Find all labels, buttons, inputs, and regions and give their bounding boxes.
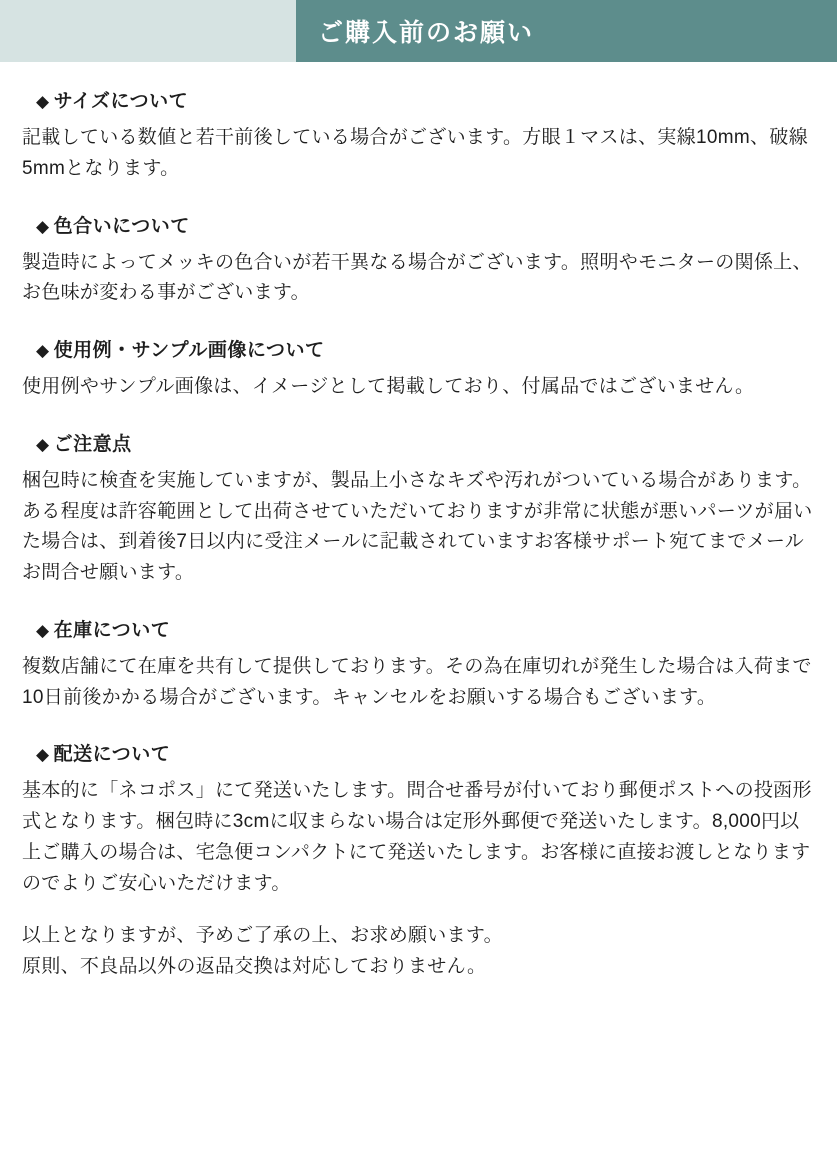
section-shipping-heading — [36, 739, 815, 766]
section-sample-image-body: 使用例やサンプル画像は、イメージとして掲載しており、付属品ではございません。 — [22, 376, 755, 398]
page-header — [0, 0, 837, 62]
diamond-icon: ◆ — [36, 745, 50, 765]
section-size-heading-label: サイズについて — [53, 91, 189, 112]
section-stock-heading — [36, 615, 815, 642]
header-accent-block — [0, 0, 296, 62]
closing-line-1: 以上となりますが、予めご了承の上、お求め願います。 — [22, 925, 503, 947]
diamond-icon: ◆ — [36, 434, 50, 454]
section-sample-image-heading — [36, 335, 815, 362]
section-color-body: 製造時によってメッキの色合いが若干異なる場合がございます。照明やモニターの関係上、お色味が変わる事がございます。 — [22, 251, 812, 304]
section-size — [22, 86, 815, 185]
section-shipping-body: 基本的に「ネコポス」にて発送いたします。問合せ番号が付いており郵便ポストへの投函形式となります。梱包時に3cmに収まらない場合は定形外郵便で発送いたします。8,000円以上ご購入の場合は、宅急便コンパクトにて発送いたします。お客様に直接お渡しとなりますのでよりご安心いただけます。 — [22, 780, 812, 894]
diamond-icon: ◆ — [36, 216, 50, 236]
section-color — [22, 211, 815, 310]
section-color-heading — [36, 211, 815, 238]
section-sample-image — [22, 335, 815, 403]
section-caution-heading-label: ご注意点 — [53, 433, 132, 455]
section-caution-heading — [36, 429, 815, 456]
section-caution — [22, 429, 815, 589]
section-stock — [22, 615, 815, 714]
diamond-icon: ◆ — [36, 620, 50, 640]
section-stock-heading-label: 在庫について — [53, 619, 171, 641]
notice-content — [0, 62, 837, 1013]
section-size-heading — [36, 86, 815, 113]
closing-note — [22, 921, 815, 983]
section-stock-body: 複数店舗にて在庫を共有して提供しております。その為在庫切れが発生した場合は入荷まで10日前後かかる場合がございます。キャンセルをお願いする場合もございます。 — [22, 655, 812, 708]
section-sample-image-heading-label: 使用例・サンプル画像について — [53, 340, 325, 362]
section-caution-body: 梱包時に検査を実施していますが、製品上小さなキズや汚れがついている場合があります。ある程度は許容範囲として出荷させていただいておりますが非常に状態が悪いパーツが届いた場合は、到着後7日以内に受注メールに記載されていますお客様サポート宛てまでメールお問合せ願います。 — [22, 469, 813, 584]
page-title: ご購入前のお願い — [318, 19, 535, 47]
section-shipping-heading-label: 配送について — [53, 744, 171, 766]
section-shipping — [22, 739, 815, 899]
closing-line-2: 原則、不良品以外の返品交換は対応しておりません。 — [22, 956, 487, 978]
diamond-icon: ◆ — [36, 341, 50, 361]
header-title-block — [296, 0, 837, 62]
section-color-heading-label: 色合いについて — [53, 215, 190, 237]
section-size-body: 記載している数値と若干前後している場合がございます。方眼１マスは、実線10mm、破線5mmとなります。 — [22, 127, 808, 179]
diamond-icon: ◆ — [36, 92, 50, 111]
